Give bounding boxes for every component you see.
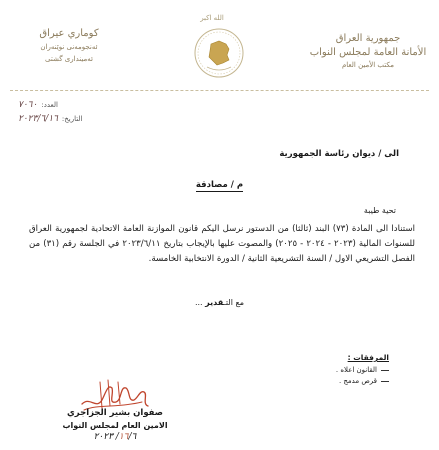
letterhead-kurdish	[14, 28, 124, 63]
letterhead-kurdish-line2: ئەنجومەنی نوێنەران	[40, 43, 98, 51]
recipient-line: الى / ديوان رئاسة الجمهورية	[279, 149, 399, 159]
greeting: تحية طيبة	[363, 206, 396, 215]
signatory-date-printed: /٦/ ٢٠٢٣	[93, 432, 137, 442]
subject-line	[0, 180, 439, 190]
attachment-item	[336, 366, 389, 374]
reference-number-label: العدد:	[41, 101, 58, 109]
iraq-map-emblem-icon	[193, 27, 245, 79]
bullet-dash	[381, 370, 389, 371]
closing-line	[0, 298, 439, 307]
reference-date-value: ٢٠٢٣/٦/١٦	[18, 114, 58, 124]
bullet-dash	[381, 381, 389, 382]
closing-suffix: ...	[194, 298, 206, 307]
signatory-date	[60, 432, 170, 442]
motto-text: الله اكبر	[200, 14, 224, 22]
closing-bold: قدير	[205, 298, 224, 307]
subject-text: م / مصادقة	[195, 180, 244, 190]
reference-block	[18, 100, 128, 128]
letterhead-kurdish-title: كوماري عيراق	[39, 28, 99, 39]
letterhead-arabic	[309, 33, 427, 69]
reference-number-row	[18, 100, 128, 110]
closing-prefix: مع التـ	[223, 298, 245, 307]
letterhead-kurdish-line3: ئەمینداری گشتی	[45, 55, 93, 63]
attachment-item	[336, 377, 389, 385]
header-divider	[10, 90, 429, 91]
signatory-block	[60, 408, 170, 442]
attachments-block	[336, 353, 389, 388]
letterhead-arabic-line3: مكتب الأمين العام	[341, 61, 395, 69]
reference-number-value: ٧٠٦٠	[18, 100, 38, 110]
letterhead-arabic-title: جمهورية العراق	[335, 33, 401, 44]
signatory-position: الامين العام لمجلس النواب	[62, 421, 168, 430]
attachment-item-label: قرص مدمج .	[338, 377, 377, 385]
signatory-name: صفوان بشير الجزاجري	[67, 408, 163, 418]
attachments-title: المرفقات :	[347, 353, 389, 362]
letterhead-arabic-line2: الأمانة العامة لمجلس النواب	[309, 47, 427, 58]
body-paragraph: استنادا الى المادة (٧٣) البند (ثالثا) من الدستور نرسل اليكم قانون الموازنة العامة الاتحادية لجمهورية العراق للسنوات المالية (٢٠٢٣ - ٢٠٢٤ - ٢٠٢٥) والمصوت عليها بالإيجاب بتاريخ ٢٠٢٣/٦/١١ في الجلسة رقم (٣١) من الفصل التشريعي الاول / السنة التشريعية الثانية / الدورة الانتخابية الخامسة.	[29, 224, 416, 264]
reference-date-row	[18, 114, 128, 124]
attachment-item-label: القانون اعلاه .	[335, 366, 377, 374]
reference-date-label: التاريخ:	[61, 115, 83, 123]
signatory-date-handwritten: ١٦	[118, 432, 129, 442]
